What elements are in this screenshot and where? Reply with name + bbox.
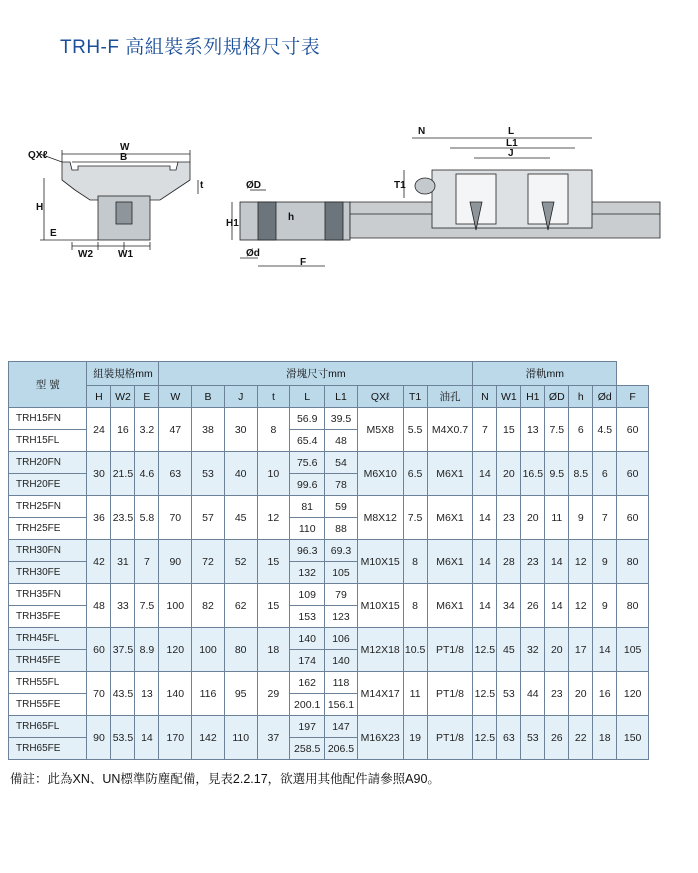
- table-cell: 80: [224, 628, 257, 672]
- table-cell: 142: [192, 716, 225, 760]
- table-cell: 105: [325, 562, 358, 584]
- table-cell: 7.5: [135, 584, 159, 628]
- table-cell: 7.5: [545, 408, 569, 452]
- table-cell: TRH65FE: [9, 738, 87, 760]
- table-cell: 53: [497, 672, 521, 716]
- table-cell: PT1/8: [427, 672, 473, 716]
- table-row: [9, 584, 649, 606]
- col-header: W1: [497, 386, 521, 408]
- table-cell: 5.8: [135, 496, 159, 540]
- table-cell: 17: [569, 628, 593, 672]
- table-cell: 63: [497, 716, 521, 760]
- table-cell: 153: [290, 606, 325, 628]
- table-cell: 21.5: [111, 452, 135, 496]
- table-cell: 23: [545, 672, 569, 716]
- label-f: F: [300, 257, 307, 268]
- table-cell: M4X0.7: [427, 408, 473, 452]
- model-header: 型 號: [9, 362, 87, 408]
- table-cell: 47: [159, 408, 192, 452]
- table-cell: 20: [521, 496, 545, 540]
- table-cell: 109: [290, 584, 325, 606]
- table-cell: 57: [192, 496, 225, 540]
- col-header: 油孔: [427, 386, 473, 408]
- table-cell: 4.5: [593, 408, 617, 452]
- table-cell: 26: [545, 716, 569, 760]
- table-cell: 40: [224, 452, 257, 496]
- table-cell: 140: [325, 650, 358, 672]
- col-header: t: [257, 386, 290, 408]
- col-header: T1: [403, 386, 427, 408]
- col-header: ØD: [545, 386, 569, 408]
- table-cell: 42: [87, 540, 111, 584]
- table-cell: 20: [569, 672, 593, 716]
- col-header: F: [617, 386, 649, 408]
- table-cell: 53: [192, 452, 225, 496]
- table-cell: 9.5: [545, 452, 569, 496]
- label-qxl: QXℓ: [28, 150, 48, 161]
- table-cell: 120: [617, 672, 649, 716]
- table-cell: 30: [87, 452, 111, 496]
- col-header: QXℓ: [357, 386, 403, 408]
- table-cell: 99.6: [290, 474, 325, 496]
- table-cell: 54: [325, 452, 358, 474]
- table-cell: 56.9: [290, 408, 325, 430]
- table-cell: 23.5: [111, 496, 135, 540]
- label-d: Ød: [246, 248, 260, 259]
- label-l1: L1: [506, 138, 518, 149]
- table-cell: 31: [111, 540, 135, 584]
- col-header: N: [473, 386, 497, 408]
- table-cell: 6: [593, 452, 617, 496]
- label-small-h: h: [288, 212, 295, 223]
- label-j: J: [508, 148, 514, 159]
- table-cell: 170: [159, 716, 192, 760]
- table-cell: 206.5: [325, 738, 358, 760]
- table-cell: TRH65FL: [9, 716, 87, 738]
- table-cell: TRH25FE: [9, 518, 87, 540]
- table-cell: 14: [473, 452, 497, 496]
- label-n: N: [418, 126, 426, 137]
- table-cell: 39.5: [325, 408, 358, 430]
- table-cell: TRH30FN: [9, 540, 87, 562]
- table-cell: 23: [497, 496, 521, 540]
- table-cell: 106: [325, 628, 358, 650]
- table-cell: 70: [159, 496, 192, 540]
- table-cell: TRH30FE: [9, 562, 87, 584]
- table-cell: 110: [224, 716, 257, 760]
- table-cell: M5X8: [357, 408, 403, 452]
- table-cell: 9: [593, 584, 617, 628]
- table-row: [9, 408, 649, 430]
- table-cell: 12: [257, 496, 290, 540]
- table-cell: TRH35FN: [9, 584, 87, 606]
- table-cell: 15: [497, 408, 521, 452]
- table-row: [9, 628, 649, 650]
- table-cell: 45: [497, 628, 521, 672]
- table-cell: 72: [192, 540, 225, 584]
- table-cell: M6X1: [427, 496, 473, 540]
- table-cell: 197: [290, 716, 325, 738]
- table-cell: 14: [473, 540, 497, 584]
- page-title: TRH-F 高組裝系列規格尺寸表: [60, 37, 321, 58]
- table-cell: TRH35FE: [9, 606, 87, 628]
- label-od: ØD: [246, 180, 261, 191]
- table-cell: 10.5: [403, 628, 427, 672]
- label-w: W: [120, 142, 130, 153]
- table-cell: 26: [521, 584, 545, 628]
- table-cell: 13: [135, 672, 159, 716]
- table-cell: 7: [135, 540, 159, 584]
- table-cell: 81: [290, 496, 325, 518]
- table-cell: TRH55FL: [9, 672, 87, 694]
- table-cell: PT1/8: [427, 628, 473, 672]
- table-cell: 9: [569, 496, 593, 540]
- col-header: Ød: [593, 386, 617, 408]
- table-cell: 20: [497, 452, 521, 496]
- table-cell: 12.5: [473, 716, 497, 760]
- table-cell: 48: [87, 584, 111, 628]
- table-cell: M6X1: [427, 452, 473, 496]
- group-header-block: 滑塊尺寸mm: [159, 362, 473, 386]
- table-cell: 8: [257, 408, 290, 452]
- table-cell: 62: [224, 584, 257, 628]
- table-cell: 9: [593, 540, 617, 584]
- table-cell: 24: [87, 408, 111, 452]
- table-cell: 7: [473, 408, 497, 452]
- table-cell: 8: [403, 584, 427, 628]
- table-cell: 8.9: [135, 628, 159, 672]
- label-e: E: [50, 228, 57, 239]
- table-cell: 65.4: [290, 430, 325, 452]
- table-cell: 14: [545, 540, 569, 584]
- table-cell: 4.6: [135, 452, 159, 496]
- table-row: [9, 716, 649, 738]
- footnote: 備註：此為XN、UN標準防塵配備，見表2.2.17，欲選用其他配件請參照A90。: [10, 772, 440, 786]
- table-cell: 75.6: [290, 452, 325, 474]
- table-cell: 80: [617, 540, 649, 584]
- table-cell: PT1/8: [427, 716, 473, 760]
- table-cell: 79: [325, 584, 358, 606]
- table-cell: 63: [159, 452, 192, 496]
- table-cell: 12: [569, 540, 593, 584]
- technical-drawing: [0, 118, 698, 278]
- table-cell: 15: [257, 584, 290, 628]
- table-cell: 37.5: [111, 628, 135, 672]
- table-cell: TRH20FE: [9, 474, 87, 496]
- table-cell: TRH55FE: [9, 694, 87, 716]
- table-cell: 38: [192, 408, 225, 452]
- table-cell: 53.5: [111, 716, 135, 760]
- table-cell: 11: [545, 496, 569, 540]
- table-cell: 44: [521, 672, 545, 716]
- group-header-assembly: 組裝規格mm: [87, 362, 159, 386]
- label-t: t: [200, 180, 204, 191]
- table-cell: 100: [192, 628, 225, 672]
- table-cell: 23: [521, 540, 545, 584]
- table-cell: 60: [87, 628, 111, 672]
- table-cell: TRH20FN: [9, 452, 87, 474]
- table-cell: 14: [135, 716, 159, 760]
- table-cell: 33: [111, 584, 135, 628]
- table-cell: 59: [325, 496, 358, 518]
- table-cell: 16: [593, 672, 617, 716]
- table-cell: M16X23: [357, 716, 403, 760]
- table-cell: 36: [87, 496, 111, 540]
- table-cell: TRH25FN: [9, 496, 87, 518]
- table-cell: M14X17: [357, 672, 403, 716]
- table-cell: 174: [290, 650, 325, 672]
- table-row: [9, 496, 649, 518]
- table-cell: 18: [257, 628, 290, 672]
- table-cell: 32: [521, 628, 545, 672]
- label-w2: W2: [78, 249, 93, 260]
- table-cell: 69.3: [325, 540, 358, 562]
- col-header: L1: [325, 386, 358, 408]
- table-cell: 43.5: [111, 672, 135, 716]
- label-l: L: [508, 126, 515, 137]
- table-cell: 28: [497, 540, 521, 584]
- col-header: H1: [521, 386, 545, 408]
- table-cell: M8X12: [357, 496, 403, 540]
- col-header: L: [290, 386, 325, 408]
- table-cell: 78: [325, 474, 358, 496]
- table-cell: 15: [257, 540, 290, 584]
- table-cell: M6X10: [357, 452, 403, 496]
- table-cell: 96.3: [290, 540, 325, 562]
- table-cell: 34: [497, 584, 521, 628]
- table-cell: 7.5: [403, 496, 427, 540]
- table-cell: M10X15: [357, 584, 403, 628]
- table-cell: 20: [545, 628, 569, 672]
- table-cell: 45: [224, 496, 257, 540]
- table-cell: 120: [159, 628, 192, 672]
- label-b: B: [120, 152, 128, 163]
- col-header: E: [135, 386, 159, 408]
- table-cell: 3.2: [135, 408, 159, 452]
- table-cell: 29: [257, 672, 290, 716]
- table-cell: 90: [159, 540, 192, 584]
- table-cell: M6X1: [427, 584, 473, 628]
- table-cell: 123: [325, 606, 358, 628]
- table-cell: TRH45FE: [9, 650, 87, 672]
- table-cell: 52: [224, 540, 257, 584]
- table-cell: 70: [87, 672, 111, 716]
- table-cell: 30: [224, 408, 257, 452]
- table-cell: 200.1: [290, 694, 325, 716]
- table-cell: 80: [617, 584, 649, 628]
- label-w1: W1: [118, 249, 133, 260]
- table-cell: 16: [111, 408, 135, 452]
- table-cell: 6: [569, 408, 593, 452]
- table-cell: 14: [545, 584, 569, 628]
- table-cell: 147: [325, 716, 358, 738]
- table-cell: 100: [159, 584, 192, 628]
- table-cell: TRH45FL: [9, 628, 87, 650]
- table-cell: M6X1: [427, 540, 473, 584]
- table-cell: M12X18: [357, 628, 403, 672]
- col-header: H: [87, 386, 111, 408]
- table-cell: 19: [403, 716, 427, 760]
- table-cell: 13: [521, 408, 545, 452]
- table-cell: 8: [403, 540, 427, 584]
- table-cell: 11: [403, 672, 427, 716]
- group-header-rail: 滑軌mm: [473, 362, 617, 386]
- label-h: H: [36, 202, 44, 213]
- table-cell: 7: [593, 496, 617, 540]
- table-cell: 10: [257, 452, 290, 496]
- table-cell: TRH15FL: [9, 430, 87, 452]
- table-cell: M10X15: [357, 540, 403, 584]
- table-cell: 90: [87, 716, 111, 760]
- table-cell: 258.5: [290, 738, 325, 760]
- table-cell: 60: [617, 496, 649, 540]
- table-cell: TRH15FN: [9, 408, 87, 430]
- table-cell: 16.5: [521, 452, 545, 496]
- col-header: W2: [111, 386, 135, 408]
- table-cell: 53: [521, 716, 545, 760]
- table-cell: 12.5: [473, 672, 497, 716]
- table-row: [9, 452, 649, 474]
- table-cell: 8.5: [569, 452, 593, 496]
- table-cell: 14: [473, 496, 497, 540]
- table-cell: 156.1: [325, 694, 358, 716]
- table-cell: 95: [224, 672, 257, 716]
- table-row: [9, 672, 649, 694]
- table-cell: 12.5: [473, 628, 497, 672]
- table-cell: 14: [473, 584, 497, 628]
- table-cell: 140: [290, 628, 325, 650]
- col-header: h: [569, 386, 593, 408]
- table-cell: 118: [325, 672, 358, 694]
- table-cell: 18: [593, 716, 617, 760]
- table-cell: 110: [290, 518, 325, 540]
- table-cell: 82: [192, 584, 225, 628]
- table-cell: 150: [617, 716, 649, 760]
- col-header: B: [192, 386, 225, 408]
- table-cell: 60: [617, 408, 649, 452]
- table-cell: 162: [290, 672, 325, 694]
- table-cell: 14: [593, 628, 617, 672]
- table-row: [9, 540, 649, 562]
- table-cell: 88: [325, 518, 358, 540]
- spec-table: [8, 361, 649, 760]
- table-cell: 22: [569, 716, 593, 760]
- label-t1: T1: [394, 180, 406, 191]
- col-header: J: [224, 386, 257, 408]
- table-cell: 5.5: [403, 408, 427, 452]
- table-cell: 116: [192, 672, 225, 716]
- table-cell: 132: [290, 562, 325, 584]
- table-cell: 37: [257, 716, 290, 760]
- table-cell: 140: [159, 672, 192, 716]
- table-cell: 105: [617, 628, 649, 672]
- table-cell: 6.5: [403, 452, 427, 496]
- table-cell: 48: [325, 430, 358, 452]
- table-cell: 60: [617, 452, 649, 496]
- table-cell: 12: [569, 584, 593, 628]
- label-h1: H1: [226, 218, 239, 229]
- col-header: W: [159, 386, 192, 408]
